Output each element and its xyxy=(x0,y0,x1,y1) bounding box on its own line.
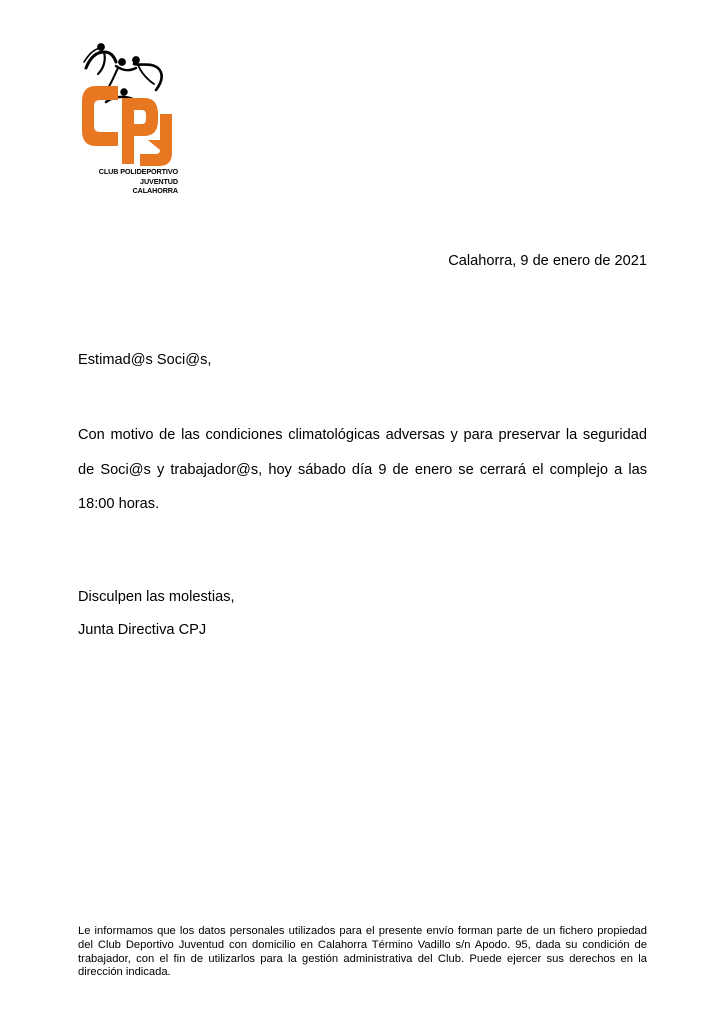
letter-date: Calahorra, 9 de enero de 2021 xyxy=(448,253,647,269)
logo-club-name xyxy=(78,167,178,196)
privacy-footer: Le informamos que los datos personales utilizados para el presente envío forman parte de un fichero propiedad del Club Deportivo Juventud con domicilio en Calahorra Término Vadillo s/n Apodo. 95, dada su condición de trabajador, con el fin de utilizarlos para la gestión administrativa del Club. Puede ejercer sus derechos en la dirección indicada. xyxy=(78,925,647,979)
greeting: Estimad@s Soci@s, xyxy=(78,352,212,368)
logo-line-1: CLUB POLIDEPORTIVO xyxy=(98,167,178,176)
body-paragraph: Con motivo de las condiciones climatológicas adversas y para preservar la seguridad de Soci@s y trabajador@s, hoy sábado día 9 de enero se cerrará el complejo a las 18:00 horas. xyxy=(78,427,647,512)
closing: Disculpen las molestias, xyxy=(78,589,235,605)
signature: Junta Directiva CPJ xyxy=(78,622,207,638)
logo-line-3: CALAHORRA xyxy=(132,186,178,196)
dancers-logo-graphic xyxy=(78,40,178,170)
club-logo xyxy=(78,40,178,200)
logo-line-2: JUVENTUD xyxy=(140,176,178,186)
cpj-monogram xyxy=(82,86,172,166)
